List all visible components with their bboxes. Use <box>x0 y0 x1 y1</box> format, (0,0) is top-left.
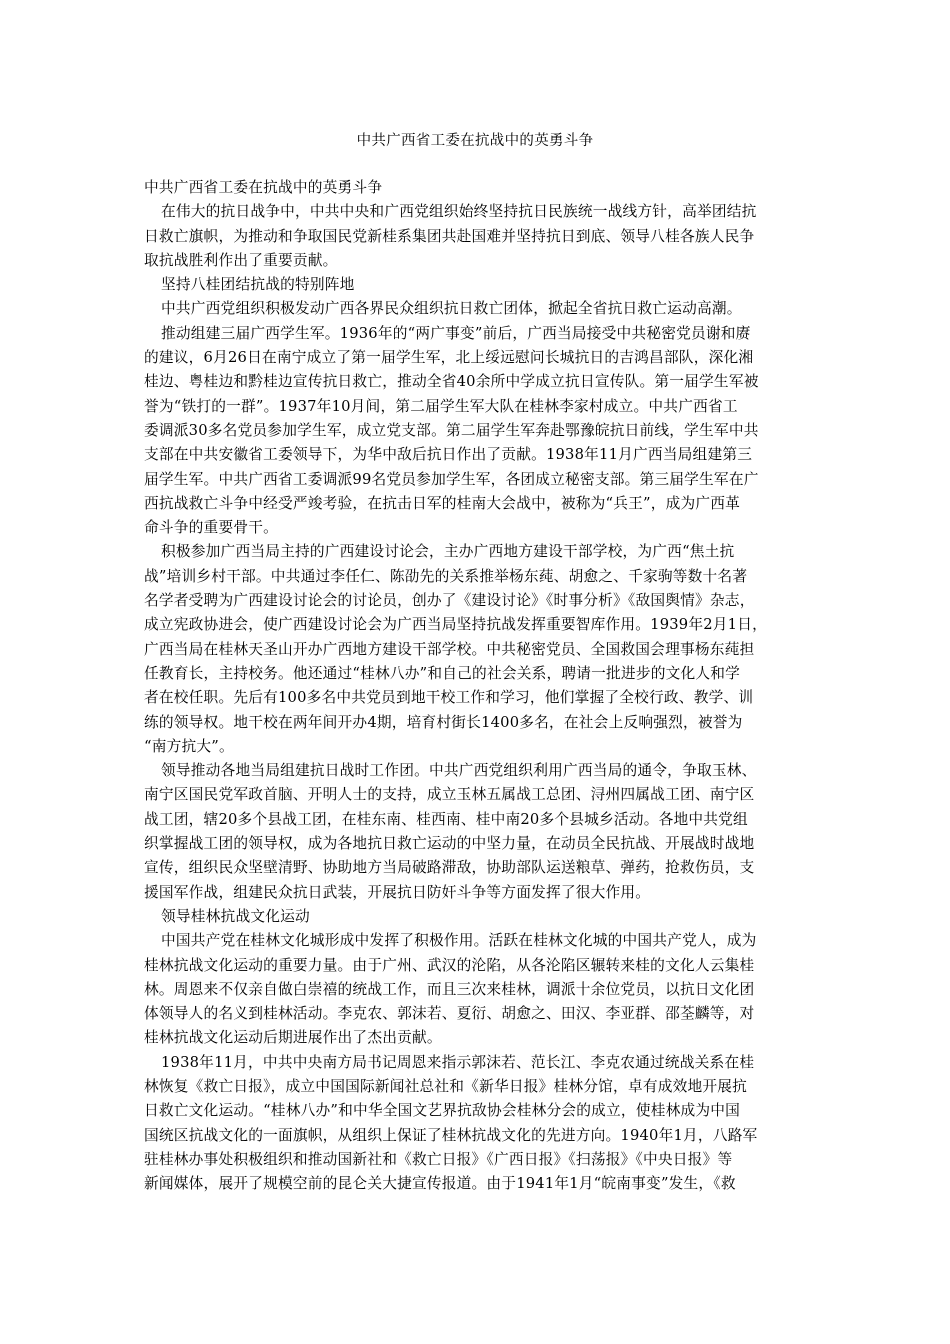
paragraph-line: 推动组建三届广西学生军。1936年的“两广事变”前后，广西当局接受中共秘密党员谢和赓 <box>161 324 751 342</box>
paragraph-line: 新闻媒体，展开了规模空前的昆仑关大捷宣传报道。由于1941年1月“皖南事变”发生，《救 <box>144 1175 736 1193</box>
paragraph-line: 广西当局在桂林天圣山开办广西地方建设干部学校。中共秘密党员、全国救国会理事杨东莼担 <box>144 640 755 658</box>
paragraph-line: 织掌握战工团的领导权，成为各地抗日救亡运动的中坚力量，在动员全民抗战、开展战时战地 <box>144 835 755 853</box>
paragraph-line: 桂林抗战文化运动的重要力量。由于广州、武汉的沦陷，从各沦陷区辗转来桂的文化人云集桂 <box>144 956 755 974</box>
paragraph-line: 体领导人的名义到桂林活动。李克农、郭沫若、夏衍、胡愈之、田汉、李亚群、邵荃麟等，对 <box>144 1005 755 1023</box>
paragraph-line: 日救亡文化运动。“桂林八办”和中华全国文艺界抗敌协会桂林分会的成立，使桂林成为中国 <box>144 1102 741 1120</box>
paragraph-line: 南宁区国民党军政首脑、开明人士的支持，成立玉林五属战工总团、浔州四属战工团、南宁区 <box>144 786 755 804</box>
paragraph-line: 中共广西党组织积极发动广西各界民众组织抗日救亡团体，掀起全省抗日救亡运动高潮。 <box>161 300 742 318</box>
paragraph-line: 练的领导权。地干校在两年间开办4期，培育村街长1400多名，在社会上反响强烈，被誉为 <box>144 713 743 731</box>
paragraph-line: 成立宪政协进会，使广西建设讨论会为广西当局坚持抗战发挥重要智库作用。1939年2月1日， <box>144 616 767 634</box>
section-heading: 领导桂林抗战文化运动 <box>161 907 310 925</box>
paragraph-line: 委调派30多名党员参加学生军，成立党支部。第二届学生军奔赴鄂豫皖抗日前线，学生军中共 <box>144 421 759 439</box>
paragraph-line: 战”培训乡村干部。中共通过李任仁、陈劭先的关系推举杨东莼、胡愈之、千家驹等数十名著 <box>144 567 748 585</box>
paragraph-line: 桂边、粤桂边和黔桂边宣传抗日救亡，推动全省40余所中学成立抗日宣传队。第一届学生军被 <box>144 373 759 391</box>
document-body <box>144 176 804 1196</box>
paragraph-line: 届学生军。中共广西省工委调派99名党员参加学生军，各团成立秘密支部。第三届学生军在广 <box>144 470 759 488</box>
paragraph-line: 任教育长，主持校务。他还通过“桂林八办”和自己的社会关系，聘请一批进步的文化人和学 <box>144 664 741 682</box>
paragraph-line: 宣传，组织民众坚壁清野、协助地方当局破路滞敌，协助部队运送粮草、弹药，抢救伤员，支 <box>144 859 755 877</box>
paragraph-line: 桂林抗战文化运动后期进展作出了杰出贡献。 <box>144 1029 442 1047</box>
paragraph-line: 取抗战胜利作出了重要贡献。 <box>144 251 338 269</box>
document-title: 中共广西省工委在抗战中的英勇斗争 <box>356 133 594 149</box>
paragraph-line: 誉为“铁打的一群”。1937年10月间，第二届学生军大队在桂林李家村成立。中共广西省工 <box>144 397 738 415</box>
paragraph-line: “南方抗大”。 <box>144 737 234 755</box>
paragraph-line: 名学者受聘为广西建设讨论会的讨论员，创办了《建设讨论》《时事分析》《敌国舆情》杂志， <box>144 592 755 610</box>
paragraph-line: 国统区抗战文化的一面旗帜，从组织上保证了桂林抗战文化的先进方向。1940年1月，八路军 <box>144 1126 758 1144</box>
section-heading: 坚持八桂团结抗战的特别阵地 <box>161 276 355 294</box>
paragraph-line: 支部在中共安徽省工委领导下，为华中敌后抗日作出了贡献。1938年11月广西当局组建第三 <box>144 446 753 464</box>
paragraph-line: 林。周恩来不仅亲自做白崇禧的统战工作，而且三次来桂林，调派十余位党员，以抗日文化团 <box>144 980 755 998</box>
paragraph-line: 西抗战救亡斗争中经受严竣考验，在抗击日军的桂南大会战中，被称为“兵王”，成为广西革 <box>144 494 741 512</box>
paragraph-line: 驻桂林办事处积极组织和推动国新社和《救亡日报》《广西日报》《扫荡报》《中央日报》等 <box>144 1150 733 1168</box>
paragraph-line: 领导推动各地当局组建抗日战时工作团。中共广西党组织利用广西当局的通令，争取玉林、 <box>161 762 757 780</box>
paragraph-line: 战工团，辖20多个县战工团，在桂东南、桂西南、桂中南20多个县城乡活动。各地中共党组 <box>144 810 748 828</box>
paragraph-line: 命斗争的重要骨干。 <box>144 519 278 537</box>
paragraph-line: 林恢复《救亡日报》，成立中国国际新闻社总社和《新华日报》桂林分馆，卓有成效地开展抗 <box>144 1077 748 1095</box>
body-heading: 中共广西省工委在抗战中的英勇斗争 <box>144 179 383 196</box>
paragraph-line: 援国军作战，组建民众抗日武装，开展抗日防奸斗争等方面发挥了很大作用。 <box>144 883 651 901</box>
paragraph-line: 在伟大的抗日战争中，中共中央和广西党组织始终坚持抗日民族统一战线方针，高举团结抗 <box>161 203 757 221</box>
paragraph-line: 1938年11月，中共中央南方局书记周恩来指示郭沫若、范长江、李克农通过统战关系在桂 <box>161 1053 755 1071</box>
paragraph-line: 积极参加广西当局主持的广西建设讨论会，主办广西地方建设干部学校，为广西“焦土抗 <box>161 543 735 561</box>
paragraph-line: 中国共产党在桂林文化城形成中发挥了积极作用。活跃在桂林文化城的中国共产党人，成为 <box>161 932 757 950</box>
paragraph-line: 者在校任职。先后有100多名中共党员到地干校工作和学习，他们掌握了全校行政、教学、训 <box>144 689 754 707</box>
paragraph-line: 的建议，6月26日在南宁成立了第一届学生军，北上绥远慰问长城抗日的吉鸿昌部队，深化湘 <box>144 349 754 367</box>
paragraph-line: 日救亡旗帜，为推动和争取国民党新桂系集团共赴国难并坚持抗日到底、领导八桂各族人民争 <box>144 227 755 245</box>
